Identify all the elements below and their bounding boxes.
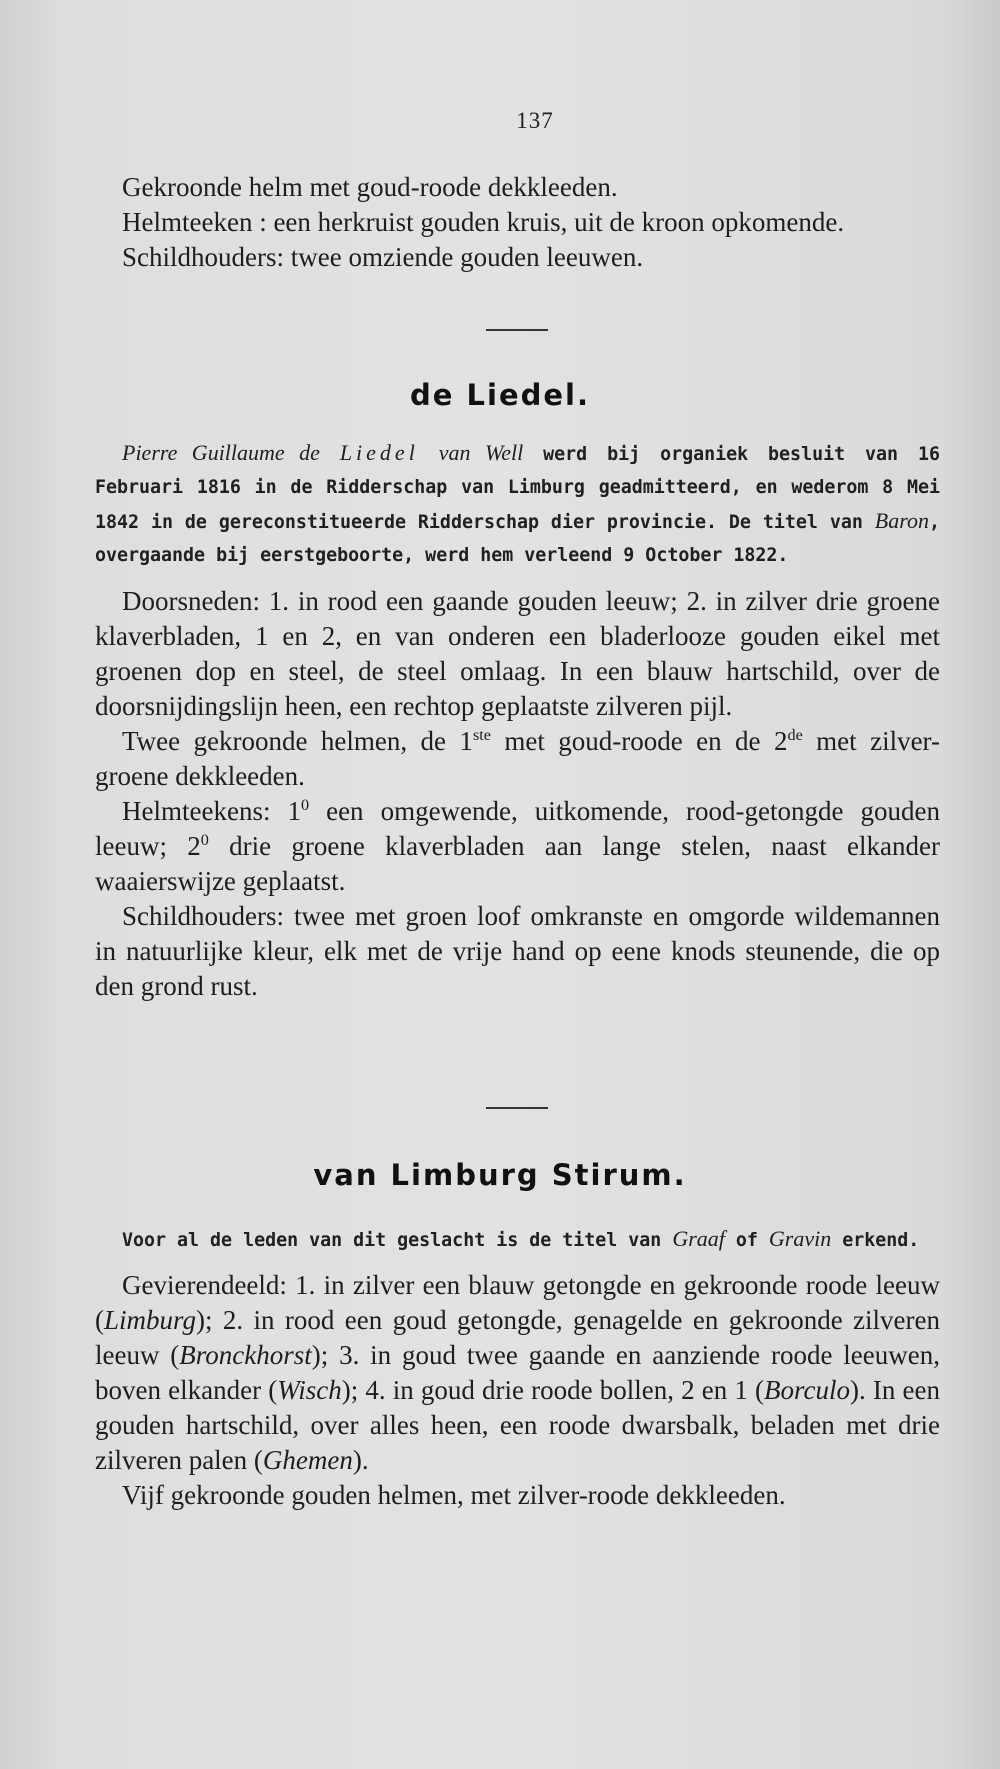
titel-b: of [724,1230,769,1251]
name-bronckhorst: Bronckhorst [179,1340,312,1370]
helmen-sup-2: de [787,726,803,744]
title-gravin: Gravin [768,1226,832,1251]
person-name-part2: Liedel [339,440,419,465]
helmen-sup-1: ste [472,726,491,744]
limburg-titel [95,1222,940,1257]
name-limburg: Limburg [104,1305,197,1335]
liedel-helmteekens [95,794,940,899]
name-borculo: Borculo [764,1375,851,1405]
limburg-description [95,1268,940,1513]
intro-text-1: werd bij organiek besluit van 16 Februari 1816 in de Ridderschap van Limburg geadmitteerd, en wederom 8 Mei 1842 in de gereconstitueerde Ridderschap dier provincie. De titel van [95,444,940,533]
gev-e: ). In een gouden hartschild, over alles heen, een roode dwarsbalk, beladen met drie zilveren palen ( [95,1375,940,1475]
name-ghemen: Ghemen [262,1445,353,1475]
top-continuation [95,170,940,275]
section-heading-limburg-stirum: van Limburg Stirum. [313,1158,687,1192]
liedel-doorsneden: Doorsneden: 1. in rood een gaande gouden leeuw; 2. in zilver drie groene klaverbladen, 1 en 2, en van onderen een bladerlooze gouden eikel met groenen dop en steel, de steel omlaag. In een blauw hartschild, over de doorsnijdingslijn heen, een rechtop geplaatste zilveren pijl. [95,586,940,721]
liedel-description [95,584,940,1004]
liedel-schildhouders: Schildhouders: twee met groen loof omkranste en omgorde wildemannen in natuurlijke kleur, elk met de vrije hand op eene knods steunende, die op den grond rust. [95,901,940,1001]
helmteekens-b: een omgewende, uitkomende, rood-getongde gouden leeuw; 2 [95,796,940,861]
limburg-title-note [95,1222,940,1257]
limburg-vijf-helmen: Vijf gekroonde gouden helmen, met zilver-roode dekkleeden. [122,1480,786,1510]
gev-a: Gevierendeeld: 1. in zilver een blauw getongde en gekroonde roode leeuw ( [95,1270,940,1335]
intro-text-2: , overgaande bij eerstgeboorte, werd hem verleend 9 October 1822. [95,512,940,566]
helmteekens-sup-2: 0 [200,831,209,849]
liedel-intro-paragraph [95,436,940,572]
person-name-part3: van Well [438,440,524,465]
gev-f: ). [352,1445,369,1475]
limburg-gevierendeeld [95,1268,940,1478]
helmen-c: met zilver-groene dekkleeden. [95,726,940,791]
gev-b: ); 2. in rood een goud getongde, genagelde en gekroonde zilveren leeuw ( [95,1305,940,1370]
gev-d: ); 4. in goud drie roode bollen, 2 en 1 ( [341,1375,765,1405]
top-line-3: Schildhouders: twee omziende gouden leeuwen. [122,242,644,272]
liedel-intro [95,436,940,572]
titel-a: Voor al de leden van dit geslacht is de titel van [122,1230,673,1251]
title-graaf: Graaf [672,1226,725,1251]
section-divider-2 [486,1107,548,1109]
helmen-a: Twee gekroonde helmen, de 1 [122,726,473,756]
top-line-2: Helmteeken : een herkruist gouden kruis, uit de kroon opkomende. [122,207,845,237]
top-line-1: Gekroonde helm met goud-roode dekkleeden. [122,172,618,202]
helmteekens-c: drie groene klaverbladen aan lange stelen, naast elkander waaierswijze geplaatst. [95,831,940,896]
page-number: 137 [516,108,554,133]
titel-c: erkend. [831,1230,920,1251]
section-divider-1 [486,329,548,331]
gev-c: ); 3. in goud twee gaande en aanziende roode leeuwen, boven elkander ( [95,1340,940,1405]
helmteekens-sup-1: 0 [300,796,310,814]
section-heading-liedel: de Liedel. [410,378,590,412]
liedel-helmen [95,724,940,794]
name-wisch: Wisch [277,1375,342,1405]
title-baron: Baron [874,508,929,533]
helmen-b: met goud-roode en de 2 [490,726,788,756]
person-name-part1: Pierre Guillaume de [122,440,320,465]
helmteekens-a: Helmteekens: 1 [122,796,301,826]
